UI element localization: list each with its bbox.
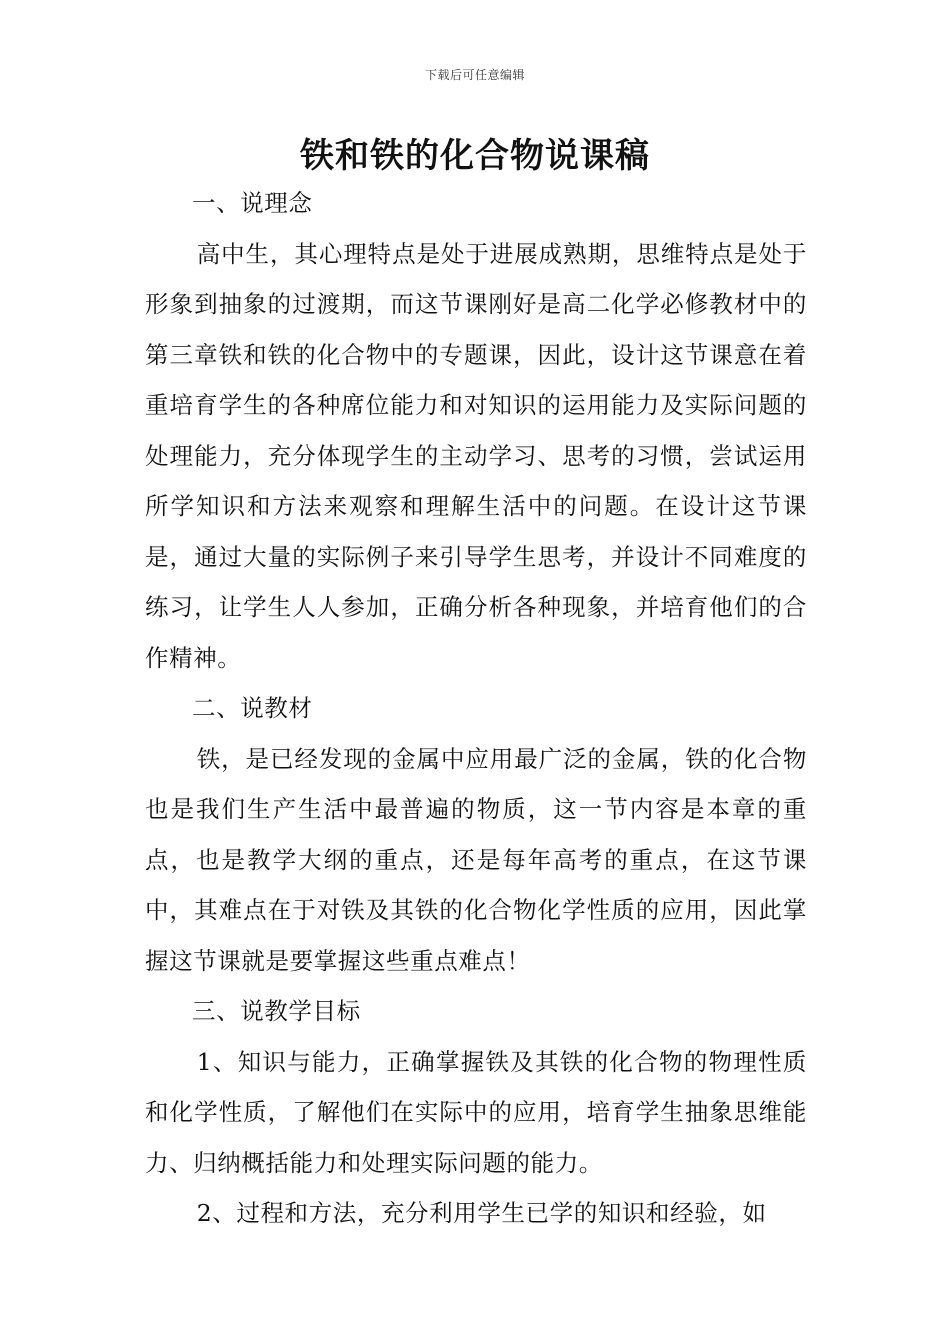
paragraph-objective-knowledge: 1、知识与能力，正确掌握铁及其铁的化合物的物理性质和化学性质，了解他们在实际中的应用，培育学生抽象思维能力、归纳概括能力和处理实际问题的能力。 xyxy=(145,1047,807,1177)
section-heading-textbook: 二、说教材 xyxy=(192,694,313,722)
document-body xyxy=(145,178,807,1239)
document-title: 铁和铁的化合物说课稿 xyxy=(300,136,650,176)
paragraph-textbook: 铁，是已经发现的金属中应用最广泛的金属，铁的化合物也是我们生产生活中最普遍的物质，这一节内容是本章的重点，也是教学大纲的重点，还是每年高考的重点，在这节课中，其难点在于对铁及其铁的化合物化学性质的应用，因此掌握这节课就是要掌握这些重点难点！ xyxy=(145,744,807,975)
header-note: 下载后可任意编辑 xyxy=(424,68,525,82)
paragraph-objective-process: 2、过程和方法，充分利用学生已学的知识和经验，如 xyxy=(196,1199,767,1227)
section-heading-philosophy: 一、说理念 xyxy=(192,189,313,217)
section-heading-objectives: 三、说教学目标 xyxy=(192,997,361,1025)
paragraph-philosophy: 高中生，其心理特点是处于进展成熟期，思维特点是处于形象到抽象的过渡期，而这节课刚好是高二化学必修教材中的第三章铁和铁的化合物中的专题课，因此，设计这节课意在着重培育学生的各种席位能力和对知识的运用能力及实际问题的处理能力，充分体现学生的主动学习、思考的习惯，尝试运用所学知识和方法来观察和理解生活中的问题。在设计这节课是，通过大量的实际例子来引导学生思考，并设计不同难度的练习，让学生人人参加，正确分析各种现象，并培育他们的合作精神。 xyxy=(145,239,807,672)
